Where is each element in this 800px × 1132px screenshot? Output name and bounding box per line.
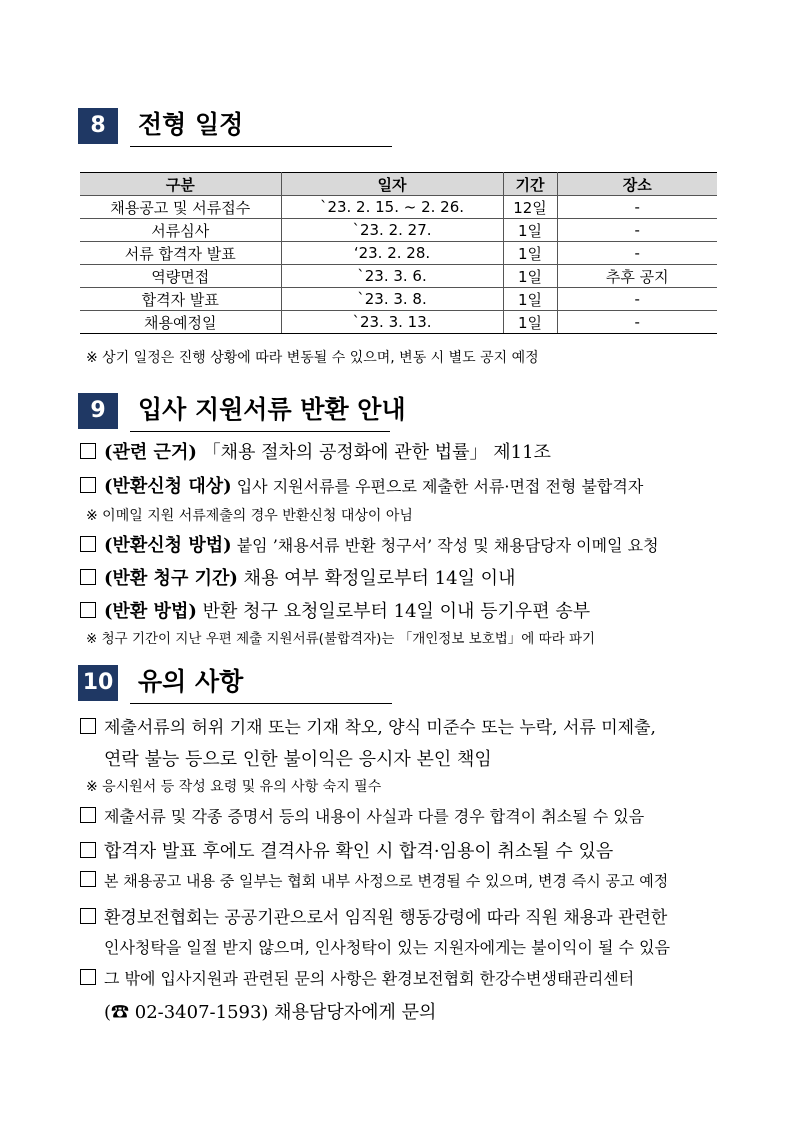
checkbox-square-icon	[80, 443, 96, 459]
table-cell: 서류심사	[80, 219, 281, 242]
checkbox-square-icon	[80, 908, 96, 924]
item-text: 채용담당자에게 문의	[268, 1002, 437, 1023]
table-cell: 추후 공지	[557, 265, 717, 288]
item-label: (반환 청구 기간)	[104, 568, 238, 589]
section-underline	[130, 146, 392, 147]
table-cell: 1일	[503, 242, 557, 265]
table-cell: ‘23. 2. 28.	[281, 242, 503, 265]
list-item	[80, 438, 551, 464]
table-cell: 역량면접	[80, 265, 281, 288]
table-cell: 1일	[503, 311, 557, 334]
list-item	[80, 870, 668, 891]
table-cell: -	[557, 311, 717, 334]
section-title: 입사 지원서류 반환 안내	[138, 395, 406, 424]
list-item	[80, 713, 656, 738]
table-row	[80, 242, 717, 265]
list-note: ※ 이메일 지원 서류제출의 경우 반환신청 대상이 아님	[86, 508, 413, 524]
section-number: 8	[78, 108, 118, 144]
table-cell: -	[557, 242, 717, 265]
checkbox-square-icon	[80, 871, 96, 887]
list-item-continuation	[104, 998, 436, 1024]
checkbox-square-icon	[80, 718, 96, 734]
table-cell: -	[557, 196, 717, 219]
column-header: 구분	[80, 173, 281, 196]
table-cell: 합격자 발표	[80, 288, 281, 311]
item-label: (반환신청 대상)	[104, 476, 232, 497]
column-header: 장소	[557, 173, 717, 196]
item-text: 「채용 절차의 공정화에 관한 법률」 제11조	[196, 442, 551, 463]
table-row	[80, 288, 717, 311]
contact-phone: (☎ 02-3407-1593)	[104, 1002, 269, 1023]
column-header: 일자	[281, 173, 503, 196]
item-text: 환경보전협회는 공공기관으로서 임직원 행동강령에 따라 직원 채용과 관련한	[104, 908, 668, 928]
list-item	[80, 597, 590, 623]
list-item	[80, 804, 644, 827]
table-cell: 1일	[503, 265, 557, 288]
item-text: 입사 지원서류를 우편으로 제출한 서류·면접 전형 불합격자	[231, 477, 644, 496]
checkbox-square-icon	[80, 969, 96, 985]
table-cell: 서류 합격자 발표	[80, 242, 281, 265]
list-item	[80, 837, 613, 863]
schedule-note: ※ 상기 일정은 진행 상황에 따라 변동될 수 있으며, 변동 시 별도 공지 예정	[86, 350, 539, 366]
checkbox-square-icon	[80, 807, 96, 823]
item-text: 제출서류의 허위 기재 또는 기재 착오, 양식 미준수 또는 누락, 서류 미제출,	[104, 718, 656, 738]
table-header-row	[80, 173, 717, 196]
list-item	[80, 966, 634, 989]
table-row	[80, 265, 717, 288]
item-text: 채용 여부 확정일로부터 14일 이내	[237, 568, 516, 589]
section-underline	[130, 703, 392, 704]
list-item	[80, 531, 659, 557]
table-cell: `23. 3. 6.	[281, 265, 503, 288]
table-cell: 12일	[503, 196, 557, 219]
table-row	[80, 196, 717, 219]
table-cell: -	[557, 288, 717, 311]
checkbox-square-icon	[80, 536, 96, 552]
schedule-table	[80, 172, 717, 334]
list-note: ※ 청구 기간이 지난 우편 제출 지원서류(불합격자)는 「개인정보 보호법」에 따라 파기	[86, 631, 596, 647]
item-text: 반환 청구 요청일로부터 14일 이내 등기우편 송부	[196, 601, 591, 622]
item-label: (반환 방법)	[104, 601, 197, 622]
checkbox-square-icon	[80, 842, 96, 858]
section-title: 전형 일정	[138, 110, 244, 139]
table-cell: 채용예정일	[80, 311, 281, 334]
table-cell: `23. 3. 8.	[281, 288, 503, 311]
table-row	[80, 219, 717, 242]
table-cell: 1일	[503, 288, 557, 311]
list-item	[80, 564, 515, 590]
list-note: ※ 응시원서 등 작성 요령 및 유의 사항 숙지 필수	[86, 779, 382, 795]
item-label: (관련 근거)	[104, 442, 197, 463]
checkbox-square-icon	[80, 602, 96, 618]
checkbox-square-icon	[80, 569, 96, 585]
column-header: 기간	[503, 173, 557, 196]
table-cell: `23. 3. 13.	[281, 311, 503, 334]
item-text: 본 채용공고 내용 중 일부는 협회 내부 사정으로 변경될 수 있으며, 변경 즉시 공고 예정	[104, 872, 669, 890]
table-cell: `23. 2. 27.	[281, 219, 503, 242]
list-item	[80, 472, 643, 498]
section-number: 9	[78, 393, 118, 429]
table-cell: `23. 2. 15. ~ 2. 26.	[281, 196, 503, 219]
table-cell: 1일	[503, 219, 557, 242]
item-text: 제출서류 및 각종 증명서 등의 내용이 사실과 다를 경우 합격이 취소될 수 있음	[104, 807, 645, 826]
section-title: 유의 사항	[138, 667, 244, 696]
table-cell: 채용공고 및 서류접수	[80, 196, 281, 219]
list-item-continuation: 연락 불능 등으로 인한 불이익은 응시자 본인 책임	[104, 749, 492, 770]
item-text: 합격자 발표 후에도 결격사유 확인 시 합격·임용이 취소될 수 있음	[104, 841, 614, 862]
list-item	[80, 903, 667, 928]
list-item-continuation: 인사청탁을 일절 받지 않으며, 인사청탁이 있는 지원자에게는 불이익이 될 수 있음	[104, 938, 670, 957]
table-row	[80, 311, 717, 334]
table-cell: -	[557, 219, 717, 242]
section-number: 10	[78, 665, 118, 701]
checkbox-square-icon	[80, 477, 96, 493]
section-underline	[130, 431, 390, 432]
item-text: 그 밖에 입사지원과 관련된 문의 사항은 환경보전협회 한강수변생태관리센터	[104, 969, 635, 988]
item-text: 붙임 ’채용서류 반환 청구서’ 작성 및 채용담당자 이메일 요청	[231, 536, 659, 555]
item-label: (반환신청 방법)	[104, 535, 232, 556]
